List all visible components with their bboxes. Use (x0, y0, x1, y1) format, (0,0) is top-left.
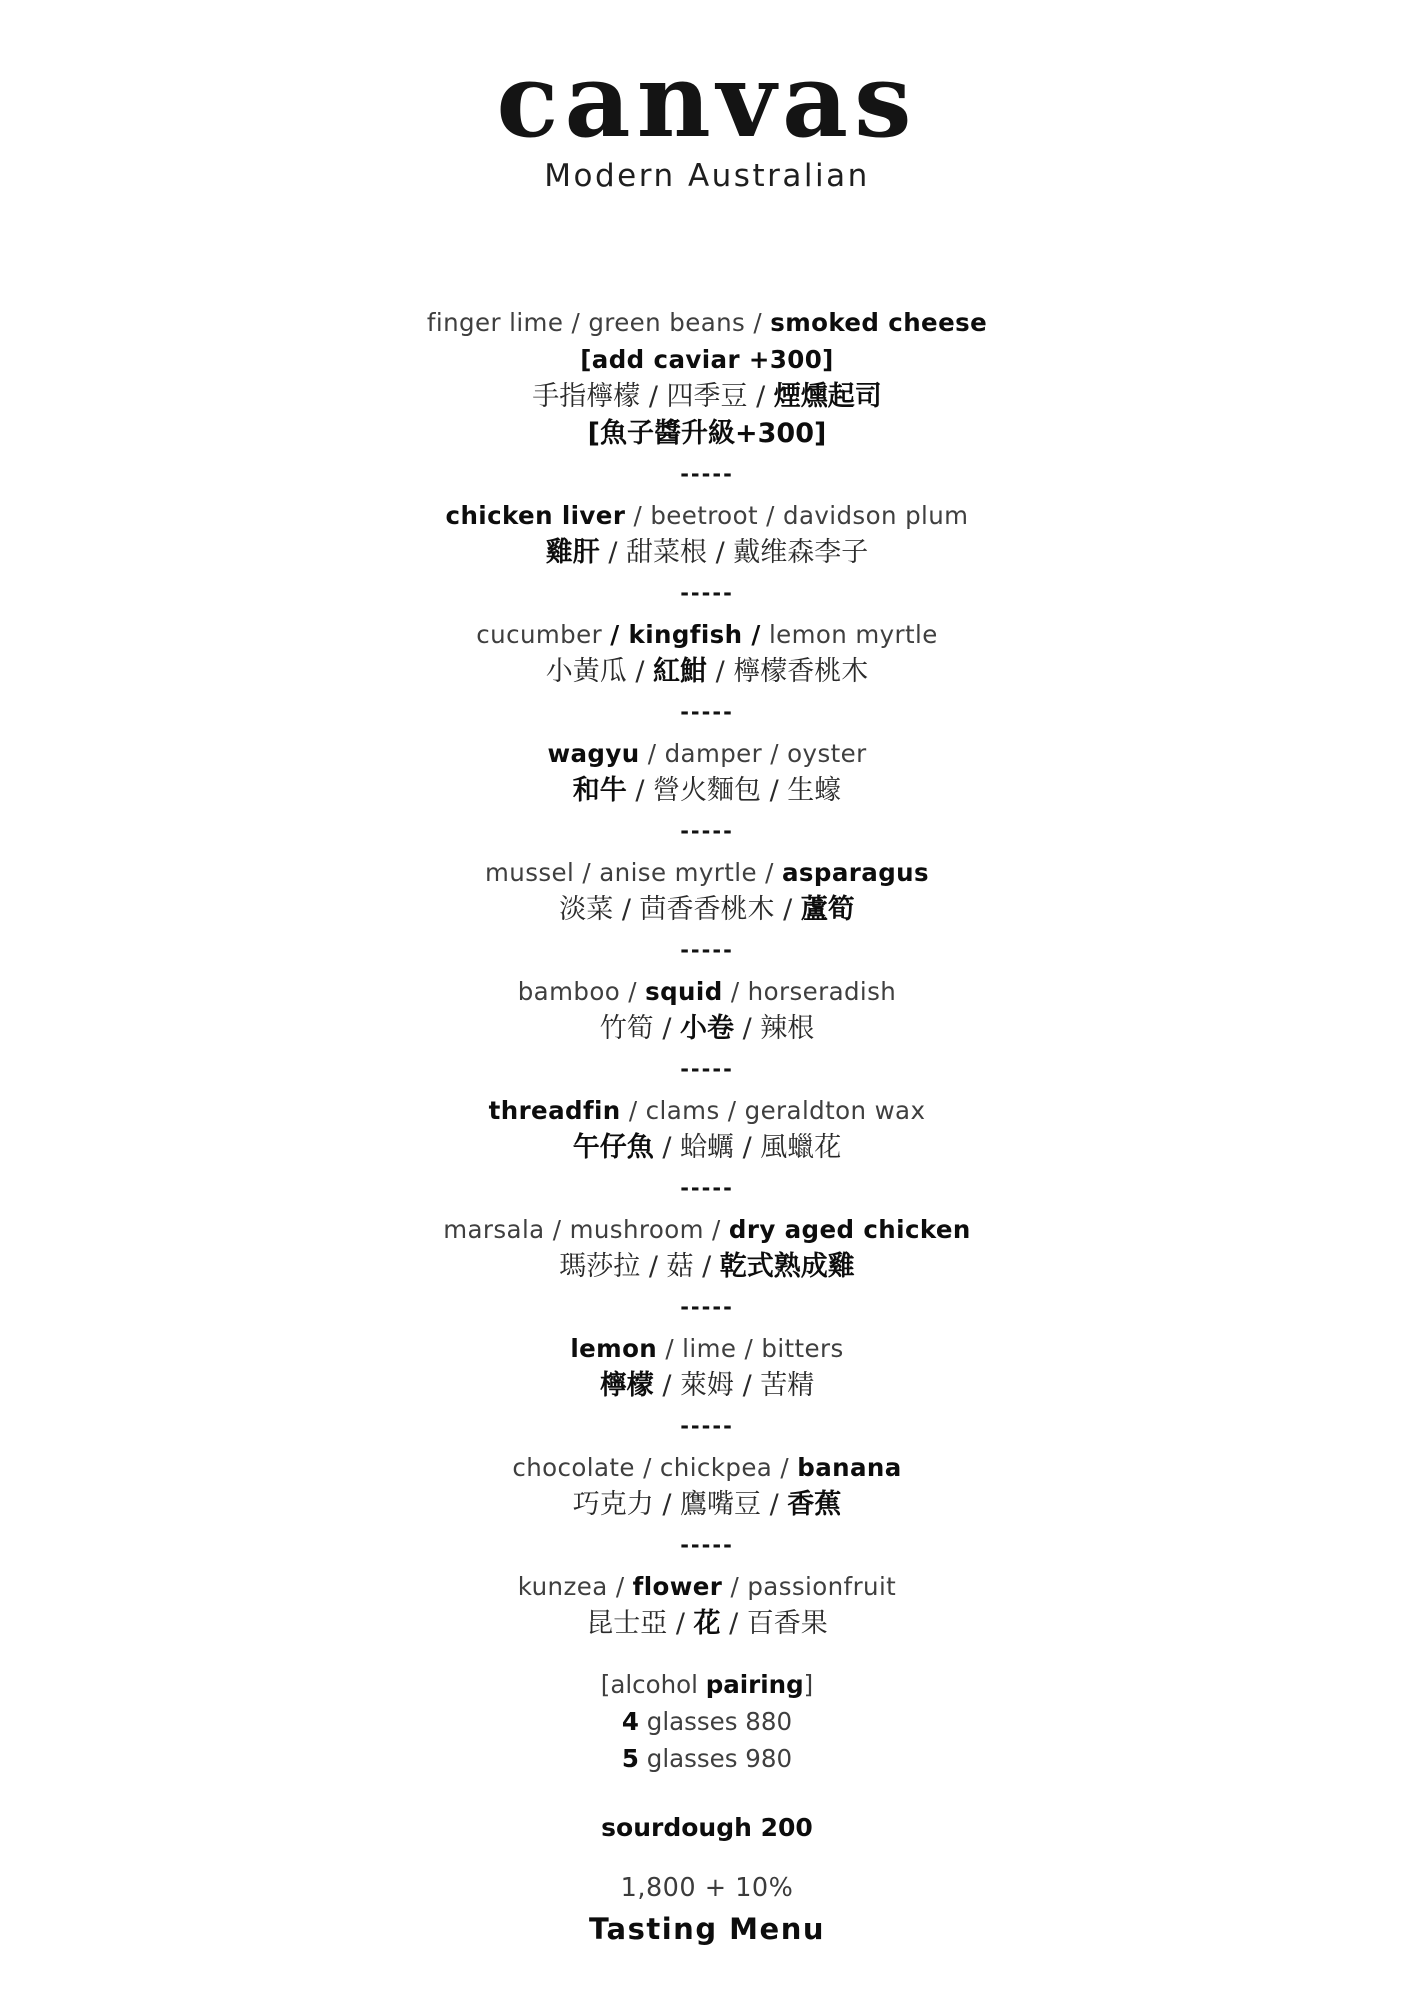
course-separator: ----- (680, 581, 734, 606)
pairing-options (0, 1703, 1414, 1777)
course-line-en: bamboo / squid / horseradish (517, 977, 897, 1007)
course-block (0, 1211, 1414, 1285)
course-block (0, 735, 1414, 809)
course-line-zh: 檸檬 / 萊姆 / 苦精 (599, 1370, 815, 1402)
course-line-zh: 巧克力 / 鷹嘴豆 / 香蕉 (572, 1489, 842, 1521)
menu-header (0, 0, 1414, 194)
pairing-title: [alcohol pairing] (600, 1670, 814, 1700)
course-block (0, 1092, 1414, 1166)
course-block (0, 1449, 1414, 1523)
menu-price: 1,800 + 10% (620, 1873, 794, 1904)
course-separator: ----- (680, 938, 734, 963)
course-list (0, 304, 1414, 1642)
pairing-option: 4 glasses 880 (621, 1707, 793, 1737)
alcohol-pairing-section (0, 1666, 1414, 1777)
course-line-en: cucumber / kingfish / lemon myrtle (476, 620, 938, 650)
pairing-option: 5 glasses 980 (621, 1744, 793, 1774)
course-line-en: lemon / lime / bitters (570, 1334, 844, 1364)
course-block (0, 304, 1414, 452)
course-line-en: threadfin / clams / geraldton wax (488, 1096, 926, 1126)
menu-title: Tasting Menu (589, 1912, 825, 1947)
course-line-zh: 瑪莎拉 / 菇 / 乾式熟成雞 (559, 1251, 855, 1283)
course-separator: ----- (680, 1295, 734, 1320)
sourdough-item: sourdough 200 (601, 1813, 813, 1843)
course-line-zh: 竹筍 / 小卷 / 辣根 (599, 1013, 815, 1045)
course-line-en: wagyu / damper / oyster (547, 739, 867, 769)
restaurant-subtitle: Modern Australian (544, 158, 870, 195)
course-line-zh: 淡菜 / 茴香香桃木 / 蘆筍 (559, 894, 855, 926)
course-block (0, 1330, 1414, 1404)
course-separator: ----- (680, 1176, 734, 1201)
course-line-zh: 小黃瓜 / 紅魽 / 檸檬香桃木 (545, 656, 869, 688)
course-line-zh: 昆士亞 / 花 / 百香果 (586, 1608, 828, 1640)
course-line-zh: 雞肝 / 甜菜根 / 戴维森李子 (545, 537, 869, 569)
course-separator: ----- (680, 1414, 734, 1439)
course-line-zh: 午仔魚 / 蛤蠣 / 風蠟花 (572, 1132, 842, 1164)
course-separator: ----- (680, 1057, 734, 1082)
course-addon-zh: [魚子醬升級+300] (587, 418, 827, 450)
course-block (0, 973, 1414, 1047)
course-separator: ----- (680, 819, 734, 844)
course-block (0, 854, 1414, 928)
course-separator: ----- (680, 462, 734, 487)
course-block (0, 1568, 1414, 1642)
restaurant-logo: canvas (496, 41, 918, 161)
course-line-en: chocolate / chickpea / banana (512, 1453, 902, 1483)
course-line-en: finger lime / green beans / smoked cheese (426, 308, 988, 338)
course-line-zh: 手指檸檬 / 四季豆 / 煙燻起司 (532, 381, 882, 413)
course-addon-en: [add caviar +300] (580, 345, 834, 375)
course-separator: ----- (680, 700, 734, 725)
course-separator: ----- (680, 1533, 734, 1558)
course-line-zh: 和牛 / 營火麵包 / 生蠔 (572, 775, 842, 807)
course-line-en: mussel / anise myrtle / asparagus (485, 858, 929, 888)
course-block (0, 497, 1414, 571)
course-line-en: marsala / mushroom / dry aged chicken (443, 1215, 971, 1245)
course-block (0, 616, 1414, 690)
course-line-en: chicken liver / beetroot / davidson plum (445, 501, 969, 531)
course-line-en: kunzea / flower / passionfruit (517, 1572, 897, 1602)
